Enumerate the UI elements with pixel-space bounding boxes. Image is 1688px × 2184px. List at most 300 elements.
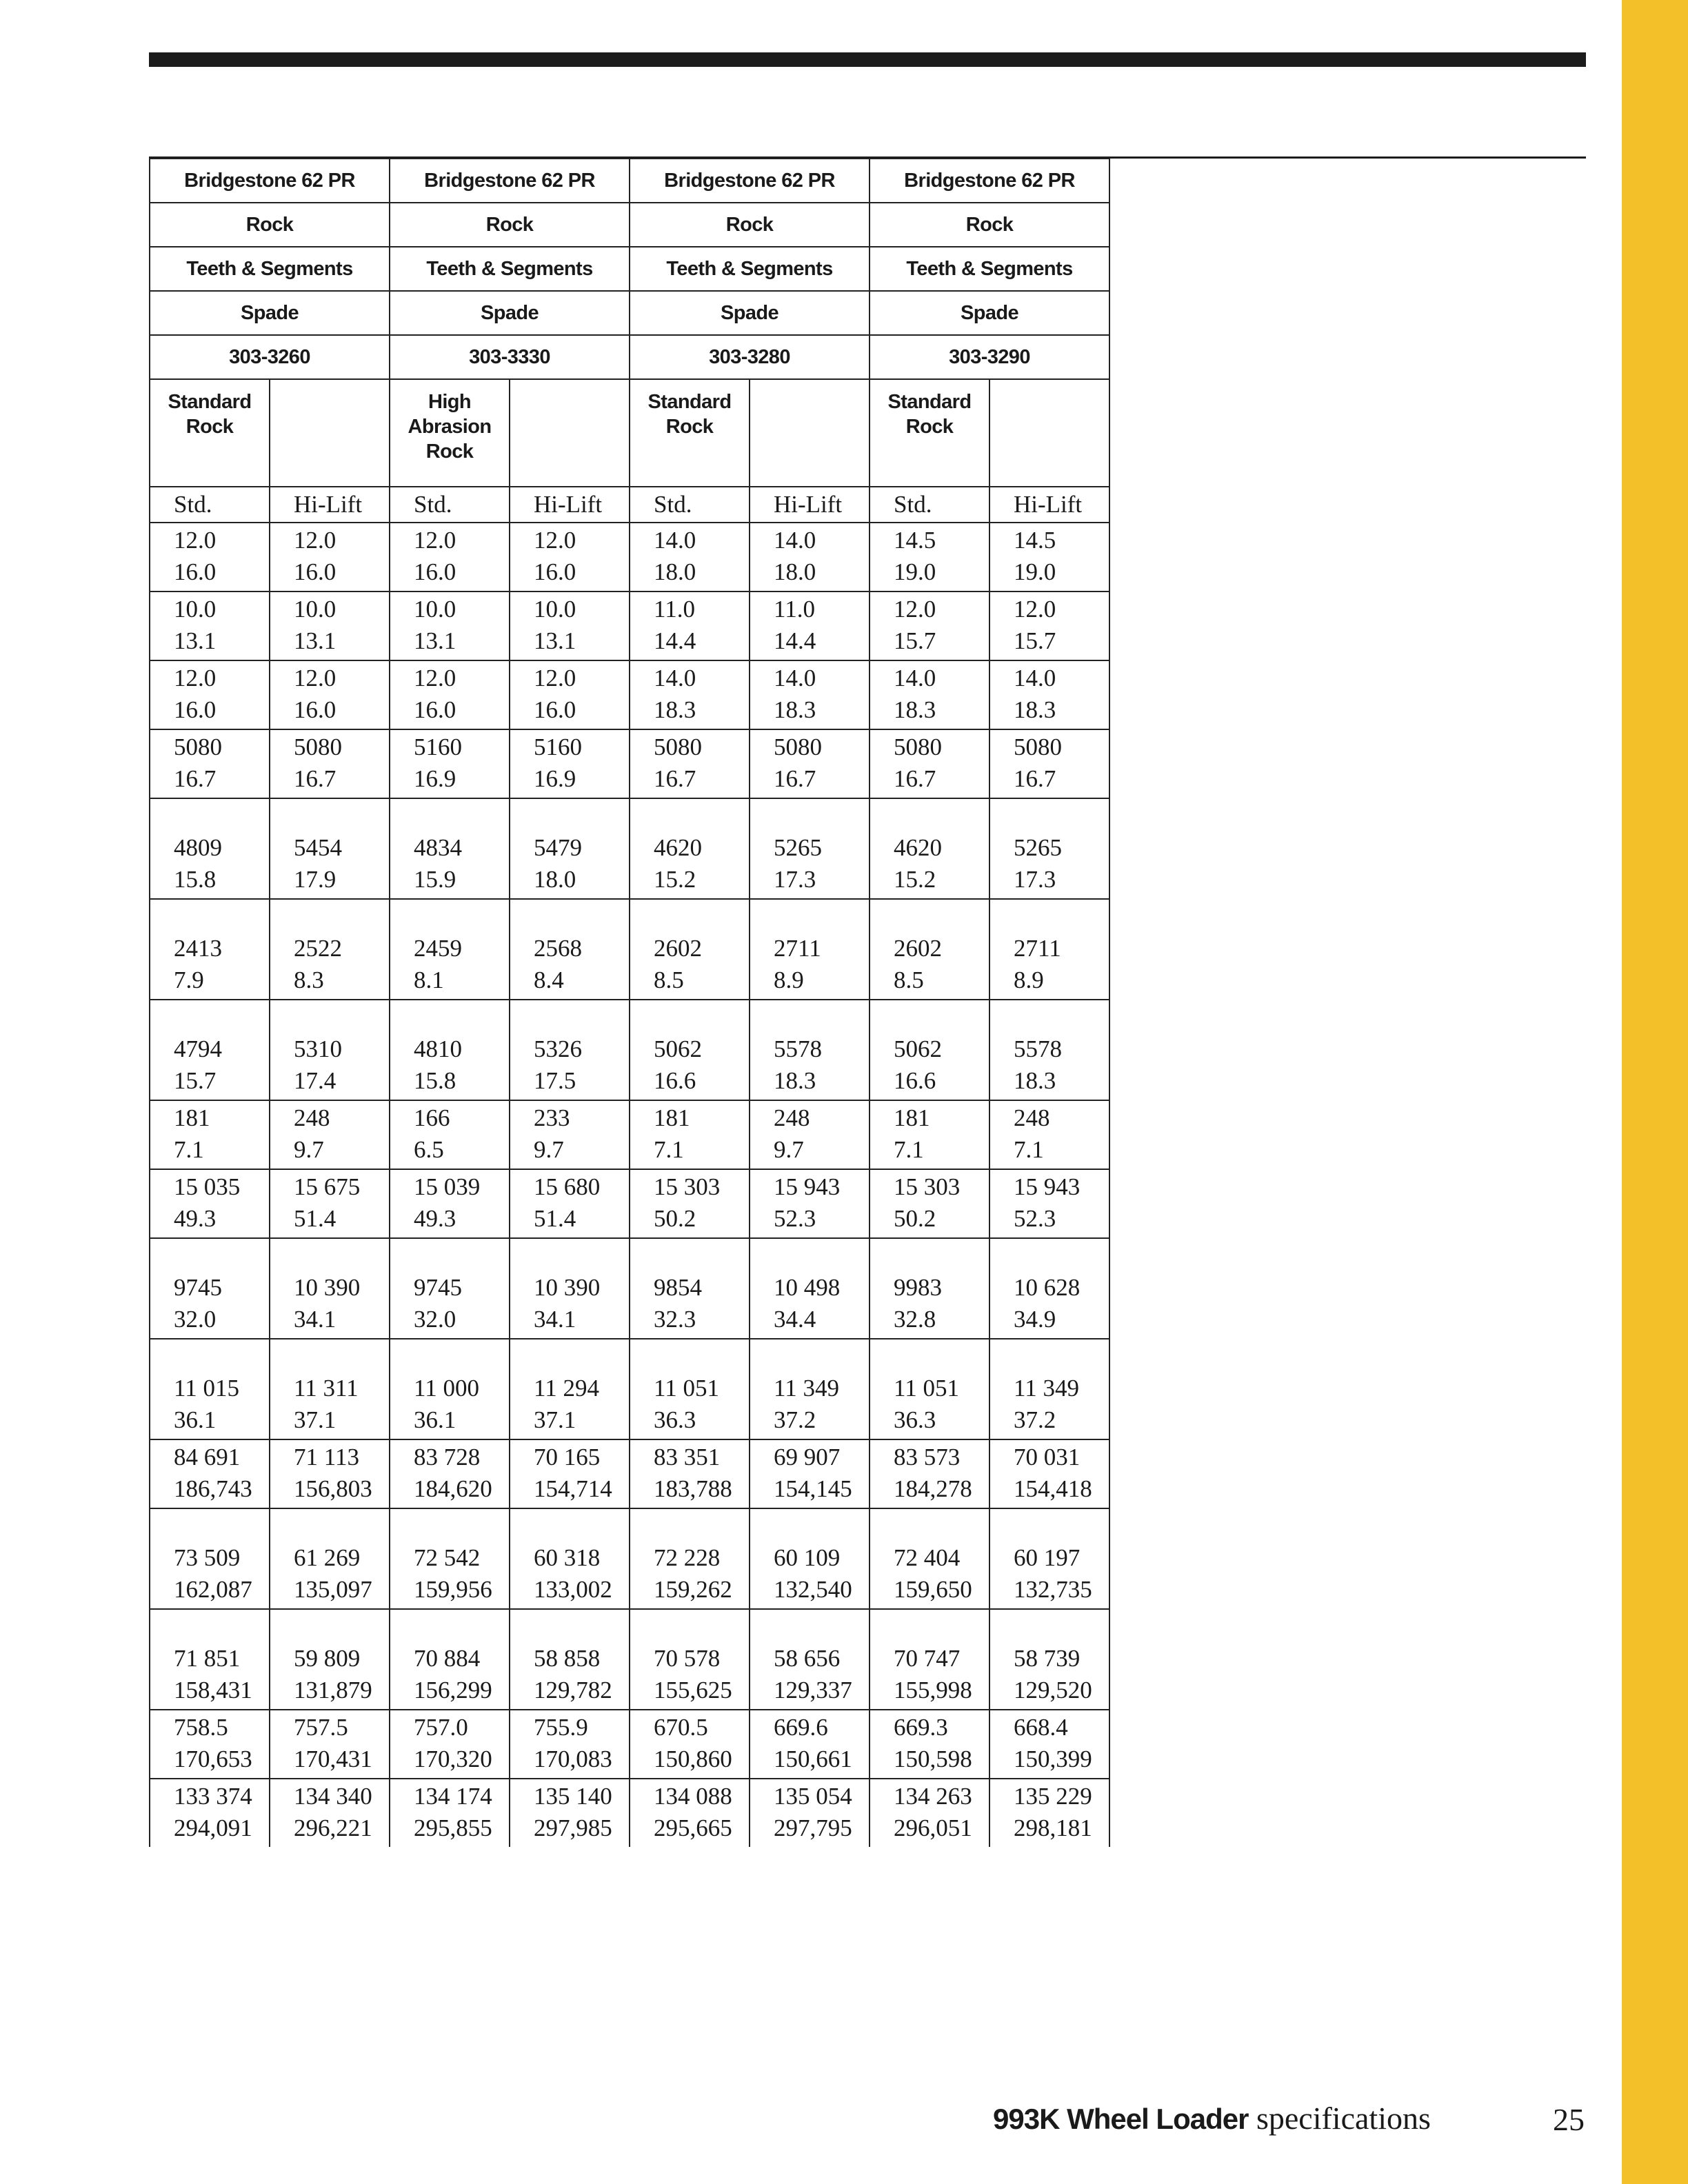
table-cell xyxy=(630,729,750,798)
metric-value: 12.0 xyxy=(894,596,936,623)
table-cell xyxy=(270,1439,390,1508)
imperial-value: 15.9 xyxy=(414,866,456,893)
metric-value: 12.0 xyxy=(414,665,456,691)
metric-value: 11 015 xyxy=(174,1375,239,1402)
table-cell xyxy=(750,729,870,798)
imperial-value: 16.9 xyxy=(414,765,456,792)
metric-value: 669.6 xyxy=(774,1714,828,1741)
table-row xyxy=(150,1238,1109,1339)
imperial-value: 16.0 xyxy=(414,696,456,723)
table-cell xyxy=(989,1339,1109,1439)
table-cell xyxy=(390,1439,510,1508)
table-cell xyxy=(150,798,270,899)
imperial-value: 52.3 xyxy=(1014,1205,1056,1232)
metric-value: 72 404 xyxy=(894,1544,961,1571)
metric-value: 70 165 xyxy=(534,1444,601,1470)
metric-value: 757.0 xyxy=(414,1714,468,1741)
imperial-value: 295,665 xyxy=(654,1814,732,1841)
descriptor-cell xyxy=(390,379,510,487)
table-cell xyxy=(270,1508,390,1609)
imperial-value: 296,221 xyxy=(294,1814,372,1841)
table-cell xyxy=(270,592,390,660)
table-cell xyxy=(150,1609,270,1710)
table-cell xyxy=(870,1169,989,1238)
imperial-value: 8.3 xyxy=(294,967,324,993)
metric-value: 12.0 xyxy=(414,527,456,554)
table-row xyxy=(150,1508,1109,1609)
imperial-value: 32.0 xyxy=(414,1306,456,1333)
metric-value: 670.5 xyxy=(654,1714,708,1741)
table-cell xyxy=(270,1000,390,1100)
metric-value: 10.0 xyxy=(294,596,336,623)
table-row xyxy=(150,523,1109,592)
descriptor-label: Standard Rock xyxy=(168,391,252,438)
table-cell xyxy=(270,1779,390,1847)
table-cell xyxy=(630,523,750,592)
metric-value: 14.0 xyxy=(654,665,696,691)
imperial-value: 34.4 xyxy=(774,1306,816,1333)
metric-value: 135 054 xyxy=(774,1783,852,1810)
metric-value: 669.3 xyxy=(894,1714,948,1741)
table-cell xyxy=(989,798,1109,899)
metric-value: 70 578 xyxy=(654,1645,721,1672)
table-row xyxy=(150,798,1109,899)
metric-value: 4620 xyxy=(654,834,702,861)
imperial-value: 51.4 xyxy=(534,1205,576,1232)
imperial-value: 16.9 xyxy=(534,765,576,792)
metric-value: 14.0 xyxy=(774,527,816,554)
table-cell xyxy=(989,1439,1109,1508)
imperial-value: 16.0 xyxy=(534,696,576,723)
imperial-value: 7.1 xyxy=(1014,1136,1044,1163)
metric-value: 10.0 xyxy=(174,596,217,623)
imperial-value: 15.8 xyxy=(414,1067,456,1094)
imperial-value: 18.3 xyxy=(1014,1067,1056,1094)
metric-value: 12.0 xyxy=(294,665,336,691)
metric-value: 133 374 xyxy=(174,1783,252,1810)
metric-value: 2711 xyxy=(774,935,821,962)
subheader-cell: Hi-Lift xyxy=(270,487,390,523)
imperial-value: 18.3 xyxy=(774,696,816,723)
table-cell xyxy=(750,660,870,729)
table-cell xyxy=(390,1339,510,1439)
metric-value: 11.0 xyxy=(774,596,815,623)
imperial-value: 16.0 xyxy=(294,696,336,723)
metric-value: 58 858 xyxy=(534,1645,601,1672)
descriptor-cell xyxy=(870,379,989,487)
imperial-value: 52.3 xyxy=(774,1205,816,1232)
imperial-value: 19.0 xyxy=(1014,558,1056,585)
metric-value: 2459 xyxy=(414,935,462,962)
imperial-value: 158,431 xyxy=(174,1677,252,1703)
imperial-value: 150,598 xyxy=(894,1746,972,1772)
header-cell: Spade xyxy=(870,291,1109,335)
table-cell xyxy=(870,729,989,798)
table-cell xyxy=(510,1779,630,1847)
imperial-value: 34.1 xyxy=(534,1306,576,1333)
metric-value: 4809 xyxy=(174,834,222,861)
metric-value: 5479 xyxy=(534,834,582,861)
metric-value: 5265 xyxy=(774,834,822,861)
metric-value: 11 294 xyxy=(534,1375,599,1402)
table-cell xyxy=(390,1779,510,1847)
table-row xyxy=(150,1779,1109,1847)
metric-value: 5326 xyxy=(534,1035,582,1062)
table-cell xyxy=(270,899,390,1000)
metric-value: 70 031 xyxy=(1014,1444,1081,1470)
table-cell xyxy=(870,1339,989,1439)
table-cell xyxy=(750,798,870,899)
metric-value: 11 000 xyxy=(414,1375,479,1402)
table-cell xyxy=(630,1100,750,1169)
metric-value: 9983 xyxy=(894,1274,942,1301)
metric-value: 2602 xyxy=(654,935,702,962)
metric-value: 10.0 xyxy=(534,596,576,623)
empty-cell xyxy=(270,379,390,487)
metric-value: 83 728 xyxy=(414,1444,481,1470)
table-cell xyxy=(630,660,750,729)
imperial-value: 7.9 xyxy=(174,967,204,993)
table-cell xyxy=(630,1609,750,1710)
table-cell xyxy=(150,660,270,729)
imperial-value: 184,620 xyxy=(414,1475,492,1502)
metric-value: 5265 xyxy=(1014,834,1062,861)
metric-value: 135 140 xyxy=(534,1783,612,1810)
imperial-value: 15.2 xyxy=(654,866,696,893)
table-cell xyxy=(510,1238,630,1339)
imperial-value: 17.3 xyxy=(1014,866,1056,893)
metric-value: 15 943 xyxy=(774,1173,841,1200)
imperial-value: 154,418 xyxy=(1014,1475,1092,1502)
table-cell xyxy=(630,899,750,1000)
table-cell xyxy=(630,1000,750,1100)
table-row xyxy=(150,1169,1109,1238)
metric-value: 14.0 xyxy=(1014,665,1056,691)
table-cell xyxy=(510,1508,630,1609)
metric-value: 9745 xyxy=(174,1274,222,1301)
header-cell: Teeth & Segments xyxy=(390,247,630,291)
descriptor-row xyxy=(150,379,1109,487)
table-cell xyxy=(989,899,1109,1000)
imperial-value: 9.7 xyxy=(534,1136,564,1163)
metric-value: 15 943 xyxy=(1014,1173,1081,1200)
imperial-value: 6.5 xyxy=(414,1136,444,1163)
subheader-cell: Std. xyxy=(630,487,750,523)
imperial-value: 13.1 xyxy=(534,627,576,654)
imperial-value: 15.8 xyxy=(174,866,217,893)
table-cell xyxy=(270,729,390,798)
table-cell xyxy=(989,523,1109,592)
table-cell xyxy=(150,1000,270,1100)
metric-value: 5160 xyxy=(414,734,462,760)
imperial-value: 297,985 xyxy=(534,1814,612,1841)
imperial-value: 8.9 xyxy=(1014,967,1044,993)
imperial-value: 156,803 xyxy=(294,1475,372,1502)
imperial-value: 16.0 xyxy=(534,558,576,585)
table-cell xyxy=(630,798,750,899)
metric-value: 12.0 xyxy=(174,527,217,554)
table-cell xyxy=(150,729,270,798)
metric-value: 2602 xyxy=(894,935,942,962)
header-cell: Teeth & Segments xyxy=(150,247,390,291)
table-cell xyxy=(510,899,630,1000)
descriptor-label: Standard Rock xyxy=(887,391,972,438)
metric-value: 5578 xyxy=(1014,1035,1062,1062)
table-cell xyxy=(510,1169,630,1238)
top-rule-bar xyxy=(149,52,1586,67)
metric-value: 58 656 xyxy=(774,1645,841,1672)
metric-value: 70 747 xyxy=(894,1645,961,1672)
imperial-value: 18.0 xyxy=(534,866,576,893)
table-row xyxy=(150,899,1109,1000)
metric-value: 15 675 xyxy=(294,1173,361,1200)
descriptor-cell xyxy=(630,379,750,487)
imperial-value: 298,181 xyxy=(1014,1814,1092,1841)
metric-value: 5080 xyxy=(294,734,342,760)
imperial-value: 50.2 xyxy=(654,1205,696,1232)
imperial-value: 32.3 xyxy=(654,1306,696,1333)
metric-value: 14.5 xyxy=(1014,527,1056,554)
table-row xyxy=(150,1339,1109,1439)
imperial-value: 18.0 xyxy=(654,558,696,585)
imperial-value: 16.6 xyxy=(654,1067,696,1094)
metric-value: 70 884 xyxy=(414,1645,481,1672)
metric-value: 71 113 xyxy=(294,1444,359,1470)
table-cell xyxy=(750,1100,870,1169)
imperial-value: 183,788 xyxy=(654,1475,732,1502)
table-cell xyxy=(270,1710,390,1779)
metric-value: 12.0 xyxy=(174,665,217,691)
table-row xyxy=(150,1100,1109,1169)
table-cell xyxy=(989,1238,1109,1339)
table-cell xyxy=(630,592,750,660)
table-cell xyxy=(870,523,989,592)
table-cell xyxy=(150,1439,270,1508)
imperial-value: 18.3 xyxy=(1014,696,1056,723)
table-cell xyxy=(390,1710,510,1779)
imperial-value: 16.6 xyxy=(894,1067,936,1094)
imperial-value: 16.0 xyxy=(414,558,456,585)
metric-value: 2568 xyxy=(534,935,582,962)
imperial-value: 16.7 xyxy=(174,765,217,792)
table-cell xyxy=(870,1508,989,1609)
metric-value: 69 907 xyxy=(774,1444,841,1470)
table-cell xyxy=(390,729,510,798)
metric-value: 5310 xyxy=(294,1035,342,1062)
metric-value: 12.0 xyxy=(1014,596,1056,623)
table-cell xyxy=(510,1439,630,1508)
imperial-value: 132,735 xyxy=(1014,1576,1092,1603)
table-cell xyxy=(989,1169,1109,1238)
metric-value: 72 542 xyxy=(414,1544,481,1571)
header-row xyxy=(150,291,1109,335)
imperial-value: 159,650 xyxy=(894,1576,972,1603)
imperial-value: 13.1 xyxy=(414,627,456,654)
imperial-value: 133,002 xyxy=(534,1576,612,1603)
imperial-value: 296,051 xyxy=(894,1814,972,1841)
table-cell xyxy=(989,1609,1109,1710)
table-cell xyxy=(270,798,390,899)
metric-value: 134 340 xyxy=(294,1783,372,1810)
metric-value: 248 xyxy=(1014,1104,1050,1131)
table-cell xyxy=(989,592,1109,660)
table-cell xyxy=(750,1508,870,1609)
imperial-value: 32.0 xyxy=(174,1306,217,1333)
table-cell xyxy=(390,1100,510,1169)
table-cell xyxy=(870,1238,989,1339)
metric-value: 60 318 xyxy=(534,1544,601,1571)
imperial-value: 135,097 xyxy=(294,1576,372,1603)
page-number: 25 xyxy=(1553,2102,1585,2137)
table-cell xyxy=(870,798,989,899)
imperial-value: 18.3 xyxy=(894,696,936,723)
imperial-value: 156,299 xyxy=(414,1677,492,1703)
table-cell xyxy=(150,1339,270,1439)
imperial-value: 297,795 xyxy=(774,1814,852,1841)
table-cell xyxy=(390,1508,510,1609)
table-cell xyxy=(390,798,510,899)
imperial-value: 36.1 xyxy=(414,1406,456,1433)
metric-value: 58 739 xyxy=(1014,1645,1081,1672)
metric-value: 5080 xyxy=(1014,734,1062,760)
table-cell xyxy=(510,523,630,592)
header-cell: Bridgestone 62 PR xyxy=(150,159,390,203)
metric-value: 15 680 xyxy=(534,1173,601,1200)
table-cell xyxy=(510,1339,630,1439)
table-cell xyxy=(270,1169,390,1238)
header-cell: 303-3280 xyxy=(630,335,870,379)
metric-value: 668.4 xyxy=(1014,1714,1068,1741)
imperial-value: 9.7 xyxy=(774,1136,804,1163)
table-cell xyxy=(750,1609,870,1710)
imperial-value: 8.5 xyxy=(894,967,924,993)
table-cell xyxy=(630,1439,750,1508)
metric-value: 757.5 xyxy=(294,1714,348,1741)
metric-value: 5160 xyxy=(534,734,582,760)
table-cell xyxy=(989,660,1109,729)
metric-value: 233 xyxy=(534,1104,570,1131)
header-cell: 303-3260 xyxy=(150,335,390,379)
imperial-value: 8.1 xyxy=(414,967,444,993)
imperial-value: 16.7 xyxy=(294,765,336,792)
table-cell xyxy=(390,1609,510,1710)
imperial-value: 17.9 xyxy=(294,866,336,893)
header-row xyxy=(150,203,1109,247)
table-row xyxy=(150,1609,1109,1710)
table-cell xyxy=(150,1238,270,1339)
table-cell xyxy=(390,1238,510,1339)
imperial-value: 154,145 xyxy=(774,1475,852,1502)
table-cell xyxy=(270,1609,390,1710)
table-cell xyxy=(870,1609,989,1710)
imperial-value: 16.7 xyxy=(894,765,936,792)
table-row xyxy=(150,1710,1109,1779)
descriptor-label: Standard Rock xyxy=(647,391,732,438)
table-cell xyxy=(630,1779,750,1847)
metric-value: 181 xyxy=(894,1104,930,1131)
metric-value: 71 851 xyxy=(174,1645,241,1672)
imperial-value: 51.4 xyxy=(294,1205,336,1232)
metric-value: 10.0 xyxy=(414,596,456,623)
descriptor-cell xyxy=(150,379,270,487)
metric-value: 60 197 xyxy=(1014,1544,1081,1571)
metric-value: 11 349 xyxy=(774,1375,839,1402)
imperial-value: 15.7 xyxy=(1014,627,1056,654)
subheader-row xyxy=(150,487,1109,523)
header-cell: Spade xyxy=(150,291,390,335)
imperial-value: 16.0 xyxy=(294,558,336,585)
metric-value: 11 051 xyxy=(654,1375,719,1402)
table-cell xyxy=(989,729,1109,798)
table-cell xyxy=(989,1508,1109,1609)
imperial-value: 19.0 xyxy=(894,558,936,585)
metric-value: 12.0 xyxy=(294,527,336,554)
imperial-value: 15.7 xyxy=(174,1067,217,1094)
table-cell xyxy=(510,1609,630,1710)
imperial-value: 36.3 xyxy=(654,1406,696,1433)
table-cell xyxy=(870,592,989,660)
metric-value: 134 263 xyxy=(894,1783,972,1810)
metric-value: 60 109 xyxy=(774,1544,841,1571)
metric-value: 135 229 xyxy=(1014,1783,1092,1810)
imperial-value: 9.7 xyxy=(294,1136,324,1163)
accent-side-bar xyxy=(1622,0,1688,2184)
imperial-value: 162,087 xyxy=(174,1576,252,1603)
imperial-value: 155,625 xyxy=(654,1677,732,1703)
table-cell xyxy=(390,1000,510,1100)
imperial-value: 129,520 xyxy=(1014,1677,1092,1703)
table-cell xyxy=(390,899,510,1000)
table-cell xyxy=(150,899,270,1000)
metric-value: 59 809 xyxy=(294,1645,361,1672)
imperial-value: 7.1 xyxy=(894,1136,924,1163)
metric-value: 14.0 xyxy=(894,665,936,691)
metric-value: 4620 xyxy=(894,834,942,861)
imperial-value: 170,653 xyxy=(174,1746,252,1772)
table-cell xyxy=(510,1000,630,1100)
footer-title xyxy=(993,2100,1431,2136)
table-cell xyxy=(870,1439,989,1508)
imperial-value: 170,320 xyxy=(414,1746,492,1772)
table-cell xyxy=(270,660,390,729)
table-cell xyxy=(150,1508,270,1609)
metric-value: 181 xyxy=(174,1104,210,1131)
subheader-cell: Std. xyxy=(870,487,989,523)
imperial-value: 16.7 xyxy=(654,765,696,792)
imperial-value: 49.3 xyxy=(174,1205,217,1232)
table-cell xyxy=(390,660,510,729)
table-cell xyxy=(390,523,510,592)
table-cell xyxy=(750,1710,870,1779)
imperial-value: 17.3 xyxy=(774,866,816,893)
imperial-value: 37.2 xyxy=(1014,1406,1056,1433)
table-cell xyxy=(630,1710,750,1779)
imperial-value: 17.4 xyxy=(294,1067,336,1094)
metric-value: 4810 xyxy=(414,1035,462,1062)
imperial-value: 295,855 xyxy=(414,1814,492,1841)
imperial-value: 14.4 xyxy=(654,627,696,654)
metric-value: 5080 xyxy=(774,734,822,760)
metric-value: 15 303 xyxy=(654,1173,721,1200)
descriptor-label: High Abrasion Rock xyxy=(408,391,492,463)
imperial-value: 18.0 xyxy=(774,558,816,585)
table-cell xyxy=(150,1169,270,1238)
table-cell xyxy=(870,660,989,729)
table-cell xyxy=(870,899,989,1000)
imperial-value: 37.1 xyxy=(534,1406,576,1433)
imperial-value: 49.3 xyxy=(414,1205,456,1232)
metric-value: 4834 xyxy=(414,834,462,861)
